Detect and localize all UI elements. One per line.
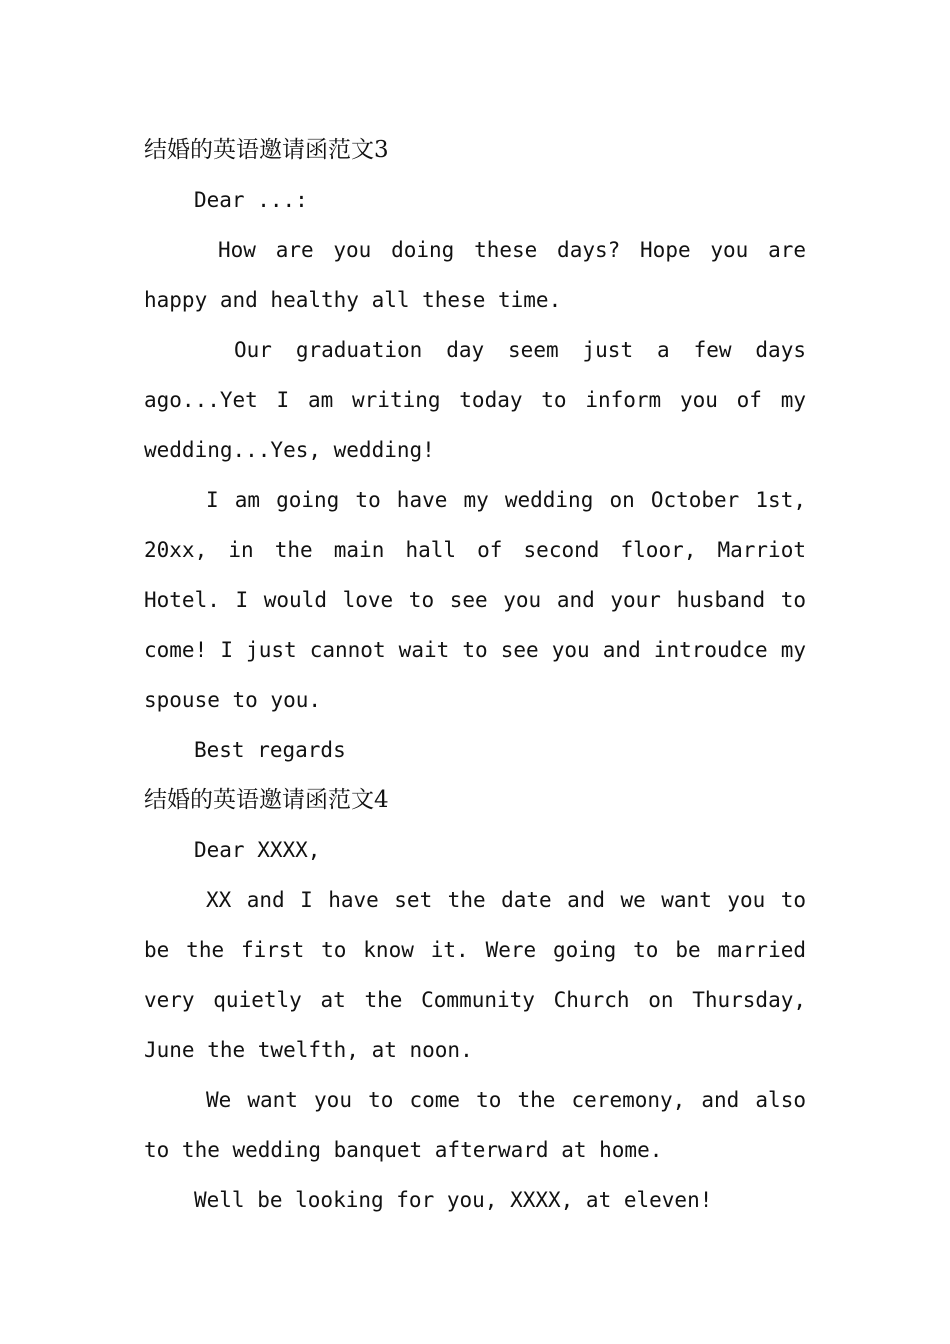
document-body bbox=[144, 125, 806, 1225]
body-paragraph: Our graduation day seem just a few days ago...Yet I am writing today to inform you of my wedding...Yes, wedding! bbox=[144, 338, 806, 462]
closing: Best regards bbox=[194, 738, 346, 762]
salutation: Dear XXXX, bbox=[194, 838, 321, 862]
section-heading-3: 结婚的英语邀请函范文3 bbox=[144, 137, 389, 163]
body-paragraph: XX and I have set the date and we want you to be the first to know it. Were going to be married very quietly at the Community Church on Thursday, June the twelfth, at noon. bbox=[144, 888, 806, 1062]
section-heading-4: 结婚的英语邀请函范文4 bbox=[144, 787, 389, 813]
body-paragraph: How are you doing these days? Hope you are happy and healthy all these time. bbox=[144, 238, 806, 312]
closing: Well be looking for you, XXXX, at eleven! bbox=[194, 1188, 713, 1212]
salutation: Dear ...: bbox=[194, 188, 308, 212]
body-paragraph: We want you to come to the ceremony, and also to the wedding banquet afterward at home. bbox=[144, 1088, 806, 1162]
body-paragraph: I am going to have my wedding on October 1st, 20xx, in the main hall of second floor, Marriot Hotel. I would love to see you and your husband to come! I just cannot wait to see you and introudce my spouse to you. bbox=[144, 488, 806, 712]
